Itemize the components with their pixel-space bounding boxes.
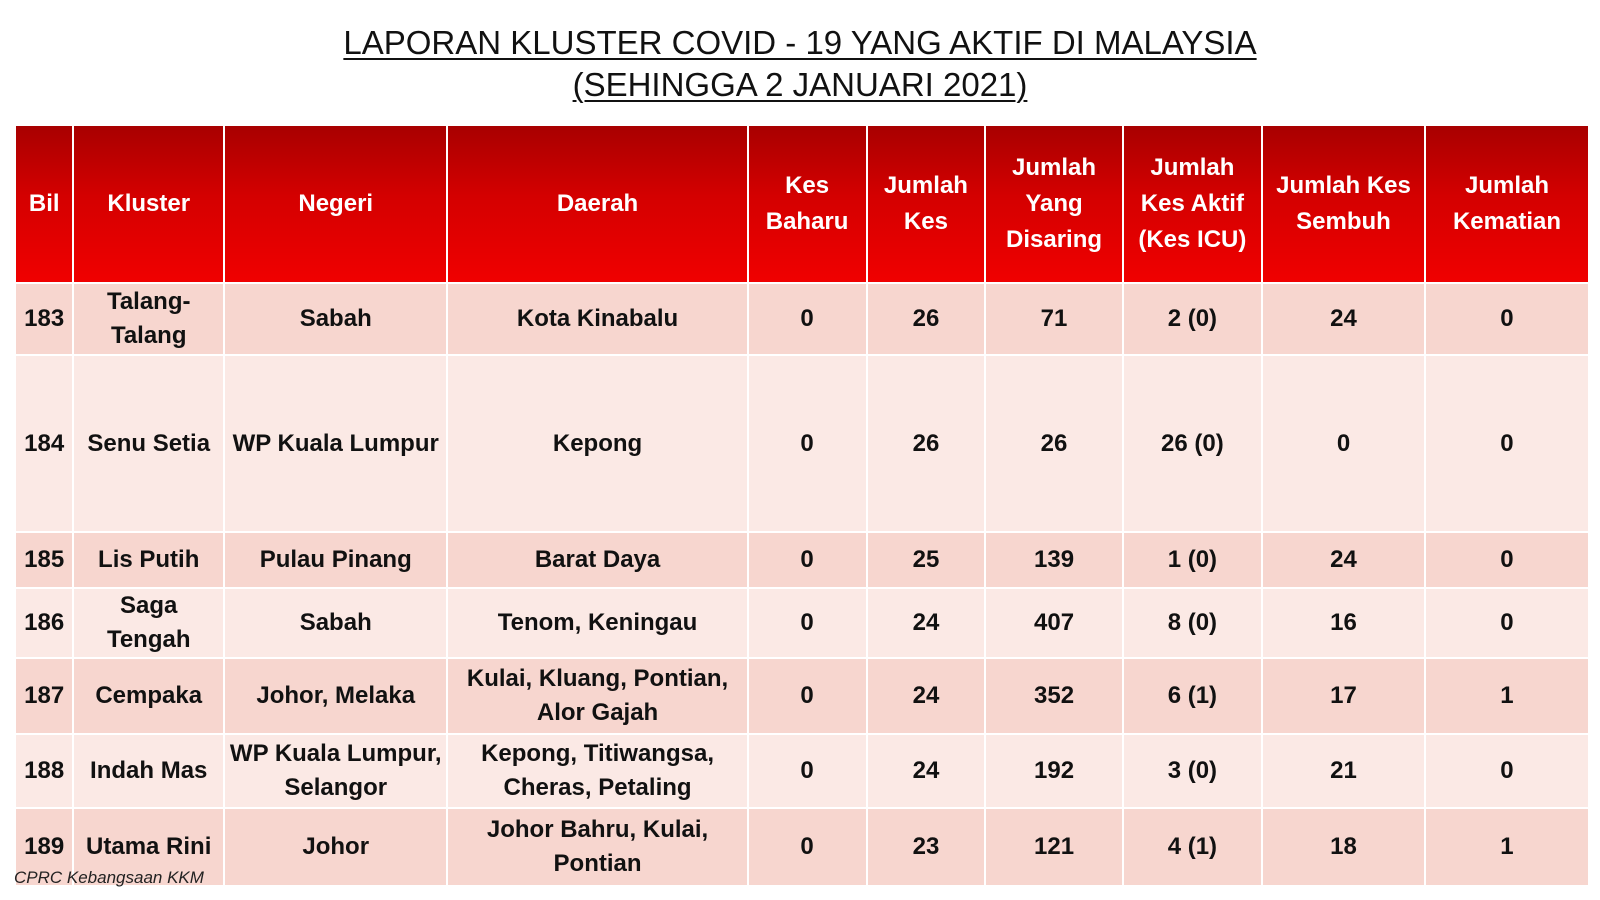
cell-kes-baharu: 0 [748, 283, 867, 355]
cell-kes-baharu: 0 [748, 808, 867, 886]
cell-daerah: Barat Daya [447, 532, 747, 588]
cell-kes-baharu: 0 [748, 588, 867, 658]
cell-jumlah-kematian: 1 [1425, 658, 1589, 734]
cell-kluster: Cempaka [73, 658, 224, 734]
cell-jumlah-kes-sembuh: 16 [1262, 588, 1425, 658]
cell-daerah: Kulai, Kluang, Pontian, Alor Gajah [447, 658, 747, 734]
cell-jumlah-kematian: 0 [1425, 283, 1589, 355]
header-kluster: Kluster [73, 125, 224, 283]
cell-jumlah-kes-aktif: 26 (0) [1123, 355, 1262, 532]
header-jumlah-disaring: Jumlah Yang Disaring [985, 125, 1122, 283]
source-credit: CPRC Kebangsaan KKM [14, 868, 204, 887]
cell-negeri: Sabah [224, 283, 447, 355]
cell-jumlah-disaring: 121 [985, 808, 1122, 886]
cell-kluster: Utama Rini [73, 808, 224, 886]
cell-negeri: Johor, Melaka [224, 658, 447, 734]
cell-jumlah-kes-sembuh: 24 [1262, 532, 1425, 588]
header-kes-baharu: Kes Baharu [748, 125, 867, 283]
cell-jumlah-kes: 24 [867, 734, 986, 808]
table-row [15, 355, 1589, 532]
cell-kes-baharu: 0 [748, 658, 867, 734]
table-header-row [15, 125, 1589, 283]
cell-bil: 183 [15, 283, 73, 355]
cell-negeri: WP Kuala Lumpur, Selangor [224, 734, 447, 808]
cell-bil: 187 [15, 658, 73, 734]
cell-daerah: Johor Bahru, Kulai, Pontian [447, 808, 747, 886]
cell-jumlah-kematian: 0 [1425, 355, 1589, 532]
cell-jumlah-kes: 25 [867, 532, 986, 588]
cell-bil: 184 [15, 355, 73, 532]
cell-negeri: Pulau Pinang [224, 532, 447, 588]
cell-jumlah-kes-aktif: 2 (0) [1123, 283, 1262, 355]
report-title [0, 22, 1600, 106]
title-line-2: (SEHINGGA 2 JANUARI 2021) [572, 66, 1028, 103]
title-line-1: LAPORAN KLUSTER COVID - 19 YANG AKTIF DI MALAYSIA [343, 24, 1257, 61]
cell-jumlah-kes-sembuh: 18 [1262, 808, 1425, 886]
cell-daerah: Kepong, Titiwangsa, Cheras, Petaling [447, 734, 747, 808]
cell-kes-baharu: 0 [748, 734, 867, 808]
cluster-table-container [14, 124, 1590, 887]
table-row [15, 532, 1589, 588]
cell-jumlah-kes: 26 [867, 355, 986, 532]
cell-jumlah-kematian: 0 [1425, 588, 1589, 658]
cell-bil: 185 [15, 532, 73, 588]
header-bil: Bil [15, 125, 73, 283]
cell-daerah: Tenom, Keningau [447, 588, 747, 658]
cell-jumlah-disaring: 407 [985, 588, 1122, 658]
cell-jumlah-kes-aktif: 8 (0) [1123, 588, 1262, 658]
header-jumlah-kes: Jumlah Kes [867, 125, 986, 283]
cell-jumlah-kes-sembuh: 17 [1262, 658, 1425, 734]
cell-negeri: Sabah [224, 588, 447, 658]
cell-negeri: WP Kuala Lumpur [224, 355, 447, 532]
cell-jumlah-kes-aktif: 3 (0) [1123, 734, 1262, 808]
cell-jumlah-disaring: 26 [985, 355, 1122, 532]
table-row [15, 658, 1589, 734]
header-jumlah-kematian: Jumlah Kematian [1425, 125, 1589, 283]
cell-jumlah-kematian: 0 [1425, 734, 1589, 808]
cell-kluster: Talang-Talang [73, 283, 224, 355]
header-jumlah-kes-aktif: Jumlah Kes Aktif (Kes ICU) [1123, 125, 1262, 283]
cluster-table [14, 124, 1590, 887]
table-row [15, 588, 1589, 658]
cell-jumlah-disaring: 71 [985, 283, 1122, 355]
header-jumlah-kes-sembuh: Jumlah Kes Sembuh [1262, 125, 1425, 283]
cell-jumlah-kes-aktif: 1 (0) [1123, 532, 1262, 588]
header-daerah: Daerah [447, 125, 747, 283]
cell-jumlah-kes-sembuh: 24 [1262, 283, 1425, 355]
cell-negeri: Johor [224, 808, 447, 886]
cell-jumlah-disaring: 352 [985, 658, 1122, 734]
cell-bil: 189 [15, 808, 73, 886]
cell-kluster: Senu Setia [73, 355, 224, 532]
cell-kluster: Indah Mas [73, 734, 224, 808]
cell-jumlah-disaring: 192 [985, 734, 1122, 808]
cell-jumlah-kematian: 0 [1425, 532, 1589, 588]
cell-jumlah-kes: 26 [867, 283, 986, 355]
cell-daerah: Kota Kinabalu [447, 283, 747, 355]
header-negeri: Negeri [224, 125, 447, 283]
cell-jumlah-kes: 23 [867, 808, 986, 886]
cell-jumlah-kematian: 1 [1425, 808, 1589, 886]
cell-kluster: Lis Putih [73, 532, 224, 588]
cell-jumlah-kes: 24 [867, 658, 986, 734]
cell-jumlah-kes-aktif: 4 (1) [1123, 808, 1262, 886]
cell-daerah: Kepong [447, 355, 747, 532]
cell-jumlah-kes-sembuh: 21 [1262, 734, 1425, 808]
table-row [15, 808, 1589, 886]
table-row [15, 734, 1589, 808]
cell-jumlah-kes-sembuh: 0 [1262, 355, 1425, 532]
cell-kluster: Saga Tengah [73, 588, 224, 658]
cell-bil: 186 [15, 588, 73, 658]
cell-kes-baharu: 0 [748, 532, 867, 588]
cell-jumlah-kes: 24 [867, 588, 986, 658]
table-row [15, 283, 1589, 355]
cell-jumlah-kes-aktif: 6 (1) [1123, 658, 1262, 734]
cell-kes-baharu: 0 [748, 355, 867, 532]
cell-jumlah-disaring: 139 [985, 532, 1122, 588]
cell-bil: 188 [15, 734, 73, 808]
